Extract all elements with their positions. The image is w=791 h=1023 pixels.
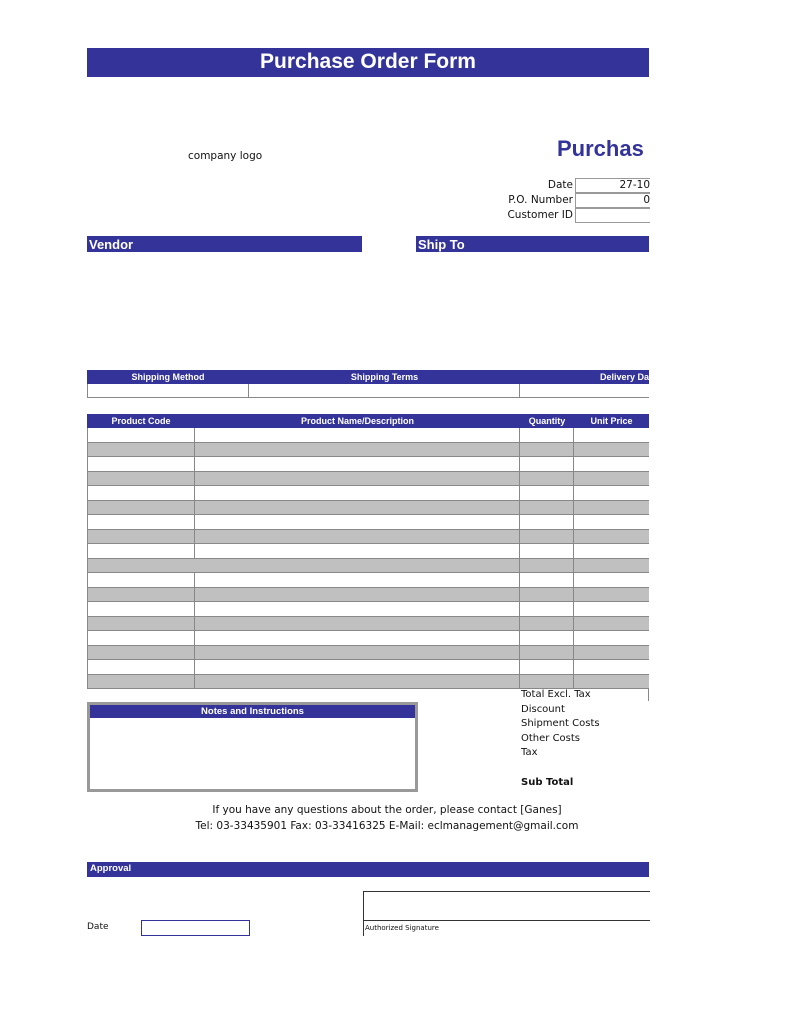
customer-id-field[interactable]: [575, 208, 650, 223]
price-cell[interactable]: [574, 588, 649, 603]
vendor-title: Vendor: [89, 237, 134, 252]
name-cell[interactable]: [195, 544, 520, 559]
table-row: [87, 486, 649, 501]
total-excl-tax-label: Total Excl. Tax: [521, 689, 591, 700]
shipping-terms-header: Shipping Terms: [350, 372, 419, 382]
table-row: [87, 515, 649, 530]
name-cell[interactable]: [195, 631, 520, 646]
price-cell[interactable]: [574, 515, 649, 530]
table-row: [87, 443, 649, 458]
code-cell[interactable]: [87, 646, 195, 661]
sub-total-label: Sub Total: [521, 777, 574, 788]
title-bar: [87, 48, 649, 77]
price-cell[interactable]: [574, 675, 649, 690]
code-cell[interactable]: [87, 544, 195, 559]
table-row: [87, 602, 649, 617]
code-cell[interactable]: [87, 428, 195, 443]
code-cell[interactable]: [87, 486, 195, 501]
qty-cell[interactable]: [520, 602, 574, 617]
name-cell[interactable]: [195, 457, 520, 472]
price-cell[interactable]: [574, 428, 649, 443]
items-header-row: [87, 414, 649, 428]
code-cell[interactable]: [87, 660, 195, 675]
code-cell[interactable]: [87, 472, 195, 487]
delivery-date-cell[interactable]: [520, 384, 649, 398]
qty-cell[interactable]: [520, 646, 574, 661]
qty-cell[interactable]: [520, 559, 574, 574]
notes-header: Notes and Instructions: [90, 705, 415, 718]
name-cell[interactable]: [195, 443, 520, 458]
code-cell[interactable]: [87, 617, 195, 632]
price-cell[interactable]: [574, 472, 649, 487]
table-row: [87, 588, 649, 603]
approval-date-label: Date: [87, 922, 109, 932]
name-cell[interactable]: [195, 617, 520, 632]
code-cell[interactable]: [87, 515, 195, 530]
name-cell[interactable]: [195, 501, 520, 516]
name-cell[interactable]: [195, 602, 520, 617]
page-title: Purchase Order Form: [260, 50, 476, 73]
name-cell[interactable]: [195, 573, 520, 588]
po-number-label: P.O. Number: [508, 194, 573, 206]
qty-cell[interactable]: [520, 544, 574, 559]
code-cell[interactable]: [87, 443, 195, 458]
other-costs-label: Other Costs: [521, 733, 581, 744]
shipping-method-cell[interactable]: [87, 384, 249, 398]
contact-line-1: If you have any questions about the order, please contact [Ganes]: [212, 804, 562, 816]
price-cell[interactable]: [574, 573, 649, 588]
price-cell[interactable]: [574, 631, 649, 646]
approval-title: Approval: [90, 863, 132, 874]
signature-line: [364, 920, 650, 921]
name-cell[interactable]: [195, 675, 520, 690]
signature-label: Authorized Signature: [365, 924, 439, 932]
table-row: [87, 501, 649, 516]
date-field[interactable]: 27-10: [575, 178, 650, 193]
qty-cell[interactable]: [520, 588, 574, 603]
contact-line-2: Tel: 03-33435901 Fax: 03-33416325 E-Mail: eclmanagement@gmail.com: [195, 820, 579, 832]
totals-divider: [648, 689, 649, 701]
approval-date-field[interactable]: [141, 920, 250, 936]
price-cell[interactable]: [574, 602, 649, 617]
code-cell[interactable]: [87, 631, 195, 646]
qty-cell[interactable]: [520, 660, 574, 675]
name-cell[interactable]: [195, 428, 520, 443]
discount-label: Discount: [521, 704, 565, 715]
name-cell[interactable]: [195, 530, 520, 545]
price-cell[interactable]: [574, 457, 649, 472]
qty-cell[interactable]: [520, 472, 574, 487]
tax-label: Tax: [521, 747, 538, 758]
name-cell[interactable]: [195, 588, 520, 603]
items-table: [87, 414, 649, 689]
price-cell[interactable]: [574, 559, 649, 574]
price-cell[interactable]: [574, 486, 649, 501]
shipment-costs-label: Shipment Costs: [521, 718, 600, 729]
table-row: [87, 544, 649, 559]
table-row: [87, 457, 649, 472]
unit-price-header: Unit Price: [590, 416, 633, 426]
shipping-header-row: [87, 370, 649, 384]
table-row: [87, 631, 649, 646]
price-cell[interactable]: [574, 544, 649, 559]
qty-cell[interactable]: [520, 631, 574, 646]
approval-header: [87, 862, 649, 877]
table-row: [87, 428, 649, 443]
code-cell[interactable]: [87, 588, 195, 603]
code-cell[interactable]: [87, 675, 195, 690]
customer-id-label: Customer ID: [507, 209, 573, 221]
signature-box[interactable]: [363, 891, 650, 936]
table-row: [87, 617, 649, 632]
table-row: [87, 646, 649, 661]
qty-cell[interactable]: [520, 617, 574, 632]
vendor-header: [87, 236, 362, 252]
date-label: Date: [547, 179, 573, 191]
product-code-header: Product Code: [111, 416, 171, 426]
name-cell[interactable]: [195, 515, 520, 530]
notes-box[interactable]: [87, 702, 418, 792]
delivery-date-header: Delivery Da: [599, 372, 649, 382]
name-cell[interactable]: [195, 472, 520, 487]
qty-cell[interactable]: [520, 530, 574, 545]
price-cell[interactable]: [574, 617, 649, 632]
table-row: [87, 559, 649, 574]
price-cell[interactable]: [574, 443, 649, 458]
table-row: [87, 573, 649, 588]
code-cell[interactable]: [87, 573, 195, 588]
document-heading: Purchas: [557, 136, 644, 161]
name-cell[interactable]: [195, 660, 520, 675]
code-cell[interactable]: [87, 602, 195, 617]
table-row: [87, 660, 649, 675]
qty-cell[interactable]: [520, 501, 574, 516]
product-name-header: Product Name/Description: [300, 416, 415, 426]
name-cell[interactable]: [195, 646, 520, 661]
shipping-terms-cell[interactable]: [249, 384, 520, 398]
code-cell[interactable]: [87, 457, 195, 472]
ship-to-title: Ship To: [418, 237, 465, 252]
po-number-field[interactable]: 0: [575, 193, 650, 208]
qty-cell[interactable]: [520, 428, 574, 443]
qty-cell[interactable]: [520, 515, 574, 530]
price-cell[interactable]: [574, 660, 649, 675]
shipping-table: [87, 370, 649, 398]
qty-cell[interactable]: [520, 486, 574, 501]
code-cell[interactable]: [87, 530, 195, 545]
shipping-method-header: Shipping Method: [131, 372, 205, 382]
price-cell[interactable]: [574, 646, 649, 661]
price-cell[interactable]: [574, 530, 649, 545]
price-cell[interactable]: [574, 501, 649, 516]
name-cell[interactable]: [195, 486, 520, 501]
quantity-header: Quantity: [528, 416, 566, 426]
code-cell[interactable]: [87, 501, 195, 516]
code-cell[interactable]: [87, 559, 520, 574]
qty-cell[interactable]: [520, 675, 574, 690]
qty-cell[interactable]: [520, 443, 574, 458]
company-logo-placeholder: company logo: [188, 150, 263, 162]
ship-to-header: [416, 236, 649, 252]
table-row: [87, 675, 649, 690]
table-row: [87, 530, 649, 545]
qty-cell[interactable]: [520, 573, 574, 588]
qty-cell[interactable]: [520, 457, 574, 472]
table-row: [87, 472, 649, 487]
